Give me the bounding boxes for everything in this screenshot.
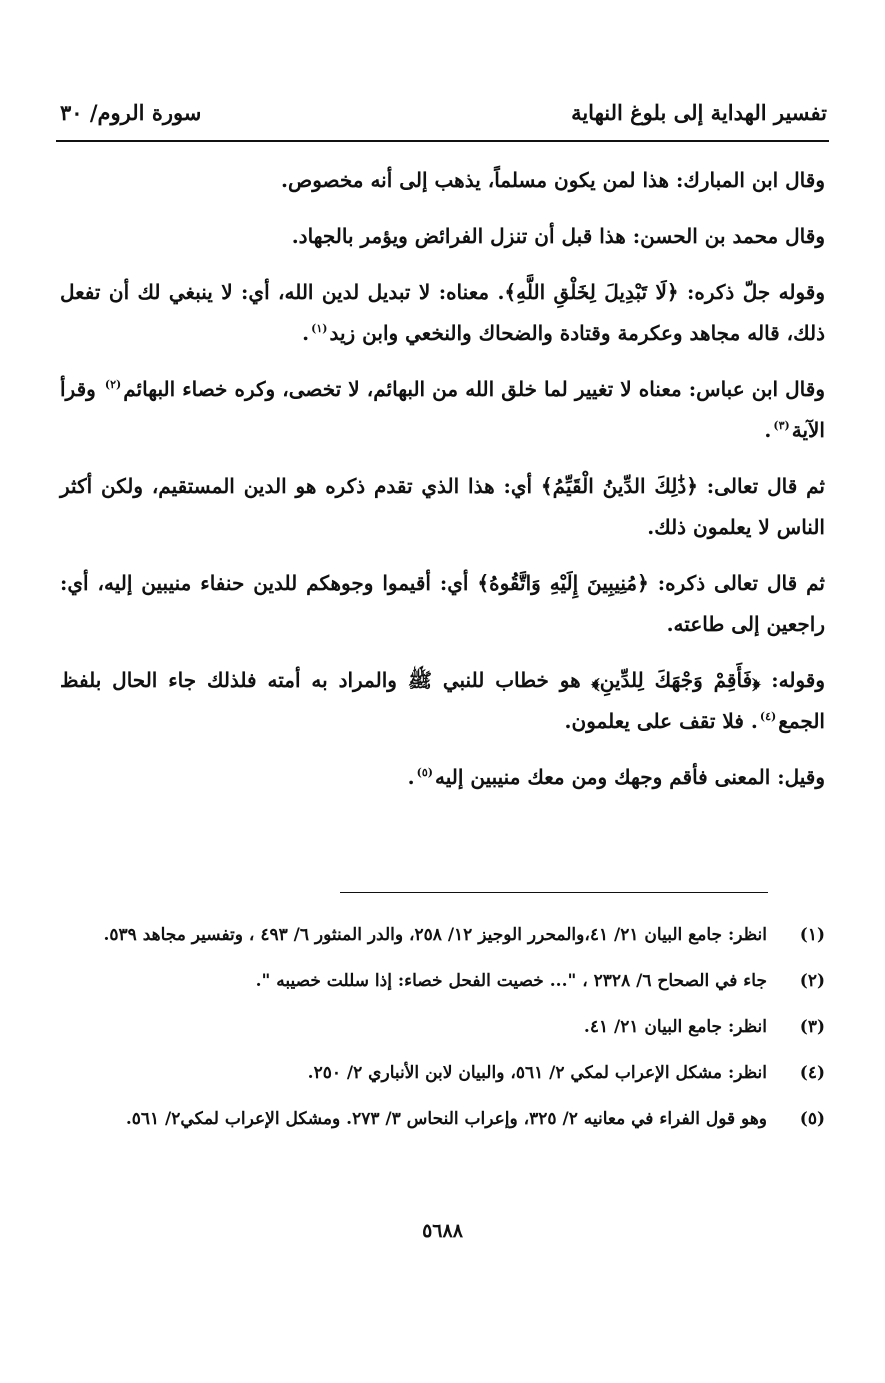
paragraph xyxy=(60,757,825,798)
paragraph xyxy=(60,369,825,451)
footnote-text: انظر: مشكل الإعراب لمكي ٢/ ٥٦١، والبيان لابن الأنباري ٢/ ٢٥٠. xyxy=(307,1063,767,1083)
footnote-text: جاء في الصحاح ٦/ ٢٣٢٨ ، "... خصيت الفحل خصاء: إذا سللت خصيبه ". xyxy=(255,971,767,991)
header-rule xyxy=(56,140,829,142)
footnote-number: (٤) xyxy=(799,1063,825,1083)
paragraph-text: وقال محمد بن الحسن: هذا قبل أن تنزل الفرائض ويؤمر بالجهاد. xyxy=(291,224,825,248)
main-text xyxy=(60,160,825,813)
footnote-text: وهو قول الفراء في معانيه ٢/ ٣٢٥، وإعراب النحاس ٣/ ٢٧٣. ومشكل الإعراب لمكي٢/ ٥٦١. xyxy=(125,1109,767,1129)
page-number: ٥٦٨٨ xyxy=(422,1220,463,1242)
paragraph-text: هو خطاب للنبي ﷺ والمراد به أمته فلذلك جاء الحال بلفظ الجمع xyxy=(60,668,825,733)
paragraph xyxy=(60,563,825,645)
paragraph-text: وقال ابن المبارك: هذا لمن يكون مسلماً، يذهب إلى أنه مخصوص. xyxy=(281,168,825,192)
footnote-text: انظر: جامع البيان ٢١/ ٤١. xyxy=(583,1017,767,1037)
footnote-number: (٥) xyxy=(799,1109,825,1129)
paragraph-text: وقيل: المعنى فأقم وجهك ومن معك منيبين إليه xyxy=(434,765,825,789)
paragraph-text: ثم قال تعالى: xyxy=(697,474,825,498)
footnote-number: (٣) xyxy=(799,1017,825,1037)
paragraph-text: . معناه: لا تبديل لدين الله، أي: لا ينبغي لك أن تفعل ذلك، قاله مجاهد وعكرمة وقتادة والضحاك والنخعي وابن زيد xyxy=(60,280,825,345)
paragraph-text: . xyxy=(302,321,310,345)
footnote-marker: (٢) xyxy=(104,378,122,392)
footnote xyxy=(60,918,825,952)
footnote-marker: (٥) xyxy=(416,766,433,780)
footnote xyxy=(60,1056,825,1090)
footnote-number: (١) xyxy=(799,925,825,945)
footnote-marker: (٣) xyxy=(773,419,790,433)
paragraph xyxy=(60,272,825,354)
paragraph xyxy=(60,160,825,201)
footnote-marker: (٤) xyxy=(759,710,777,724)
paragraph-text: . xyxy=(407,765,415,789)
paragraph xyxy=(60,660,825,742)
paragraph-text: أي: هذا الذي تقدم ذكره هو الدين المستقيم، ولكن أكثر الناس لا يعلمون ذلك. xyxy=(60,474,825,539)
running-header xyxy=(60,100,827,134)
paragraph-text: . فلا تقف على يعلمون. xyxy=(564,709,758,733)
footnote xyxy=(60,1010,825,1044)
paragraph-text: أي: أقيموا وجوهكم للدين حنفاء منيبين إليه، أي: راجعين إلى طاعته. xyxy=(60,571,825,636)
paragraph-text: وقرأ الآية xyxy=(60,377,825,442)
paragraph-text: وقال ابن عباس: معناه لا تغيير لما خلق الله من البهائم، لا تخصى، وكره خصاء البهائم xyxy=(123,377,825,401)
footnotes xyxy=(60,918,825,1148)
footnote-text: انظر: جامع البيان ٢١/ ٤١،والمحرر الوجيز ١٢/ ٢٥٨، والدر المنثور ٦/ ٤٩٣ ، وتفسير مجاهد ٥٣٩. xyxy=(103,925,767,945)
paragraph-text: وقوله جلّ ذكره: xyxy=(678,280,826,304)
quran-verse: ﴿مُنِيبِينَ إِلَيْهِ وَاتَّقُوهُ﴾ xyxy=(477,571,649,595)
paragraph-text: . xyxy=(764,418,772,442)
footnote xyxy=(60,964,825,998)
quran-verse: ﴿ذَٰلِكَ الدِّينُ الْقَيِّمُ﴾ xyxy=(540,474,698,498)
footnote-marker: (١) xyxy=(311,322,328,336)
surah-label: سورة الروم/ ٣٠ xyxy=(60,100,202,125)
paragraph-text: وقوله: xyxy=(760,668,826,692)
footnote-number: (٢) xyxy=(799,971,825,991)
paragraph xyxy=(60,466,825,548)
book-title: تفسير الهداية إلى بلوغ النهاية xyxy=(571,100,827,125)
paragraph-text: ثم قال تعالى ذكره: xyxy=(648,571,826,595)
paragraph xyxy=(60,216,825,257)
quran-verse: ﴿فَأَقِمْ وَجْهَكَ لِلدِّينِ﴾ xyxy=(591,668,761,692)
footnote xyxy=(60,1102,825,1136)
quran-verse: ﴿لَا تَبْدِيلَ لِخَلْقِ اللَّهِ﴾ xyxy=(504,280,679,304)
footnote-separator xyxy=(340,892,768,893)
